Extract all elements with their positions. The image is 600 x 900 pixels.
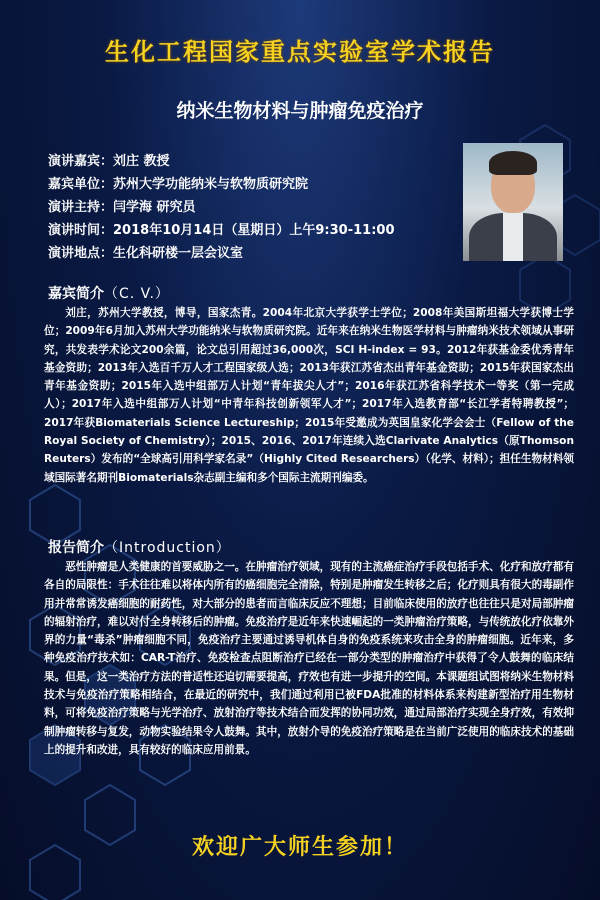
intro-heading-cn: 报告简介 xyxy=(48,540,104,556)
info-label: 嘉宾单位： xyxy=(48,177,114,192)
info-value: 闫学海 研究员 xyxy=(113,200,196,215)
info-value: 生化科研楼一层会议室 xyxy=(113,246,244,261)
talk-info-list xyxy=(48,150,448,265)
bio-heading-en: （C. V.） xyxy=(104,286,170,302)
info-time xyxy=(48,219,448,242)
info-location xyxy=(48,242,448,265)
welcome-footer: 欢迎广大师生参加！ xyxy=(191,835,408,860)
bio-heading-cn: 嘉宾简介 xyxy=(48,286,104,302)
intro-text: 恶性肿瘤是人类健康的首要威胁之一。在肿瘤治疗领域，现有的主流癌症治疗手段包括手术、化疗和放疗都有各自的局限性：手术往往难以将体内所有的癌细胞完全清除，特别是肿瘤发生转移之后；化疗则具有很大的毒副作用并常常诱发癌细胞的耐药性，对大部分的患者而言临床反应不理想；目前临床使用的放疗也往往只是对局部肿瘤的辐射治疗，难以对付全身转移后的肿瘤。免疫治疗是近年来快速崛起的一类肿瘤治疗策略，与传统放化疗依靠外界的力量“毒杀”肿瘤细胞不同，免疫治疗主要通过诱导机体自身的免疫系统来攻击全身的肿瘤细胞。近年来，多种免疫治疗技术如：CAR-T治疗、免疫检查点阻断治疗已经在一部分类型的肿瘤治疗中获得了令人鼓舞的临床结果。但是，这一类治疗方法的普适性还迫切需要提高，疗效也有进一步提升的空间。本课题组试图将纳米生物材料技术与免疫治疗策略相结合，在最近的研究中，我们通过利用已被FDA批准的材料体系来构建新型治疗用生物材料，可将免疫治疗策略与光学治疗、放射治疗等技术结合而发挥的协同功效，通过局部治疗实现全身疗效，有效抑制肿瘤转移与复发，动物实验结果令人鼓舞。其中，放射介导的免疫治疗策略是在当前广泛使用的临床技术的基础上的提升和改进，具有较好的临床应用前景。 xyxy=(44,561,574,756)
info-host xyxy=(48,196,448,219)
intro-heading-en: （Introduction） xyxy=(104,540,231,556)
speaker-photo xyxy=(463,143,563,261)
info-label: 演讲主持： xyxy=(48,200,114,215)
info-value: 苏州大学功能纳米与软物质研究院 xyxy=(113,177,309,192)
info-value: 2018年10月14日（星期日）上午9:30-11:00 xyxy=(113,223,395,238)
info-affiliation xyxy=(48,173,448,196)
info-value: 刘庄 教授 xyxy=(113,154,170,169)
intro-heading xyxy=(48,537,231,557)
info-label: 演讲时间： xyxy=(48,223,114,238)
lab-report-title: 生化工程国家重点实验室学术报告 xyxy=(105,38,495,66)
info-label: 演讲地点： xyxy=(48,246,114,261)
bio-heading xyxy=(48,283,170,303)
info-label: 演讲嘉宾： xyxy=(48,154,114,169)
talk-title: 纳米生物材料与肿瘤免疫治疗 xyxy=(176,100,424,122)
info-speaker xyxy=(48,150,448,173)
bio-text: 刘庄，苏州大学教授，博导，国家杰青。2004年北京大学获学士学位；2008年美国斯坦福大学获博士学位；2009年6月加入苏州大学功能纳米与软物质研究院。近年来在纳米生物医学材料与肿瘤纳米技术领域从事研究，共发表学术论文200余篇，论文总引用超过36,000次，SCI H-index = 93。2012年获基金委优秀青年基金资助；2013年入选百千万人才工程国家级人选；2013年获江苏省杰出青年基金资助；2015年获国家杰出青年基金资助；2015年入选中组部万人计划“青年拔尖人才”；2016年获江苏省科学技术一等奖（第一完成人）；2017年入选中组部万人计划“中青年科技创新领军人才”；2017年入选教育部“长江学者特聘教授”；2017年获Biomaterials Science Lectureship；2015年受邀成为英国皇家化学会会士（Fellow of the Royal Society of Chemistry）；2015、2016、2017年连续入选Clarivate Analytics（原Thomson Reuters）发布的“全球高引用科学家名录”（Highly Cited Researchers）（化学、材料）；担任生物材料领域国际著名期刊Biomaterials杂志副主编和多个国际主流期刊编委。 xyxy=(44,307,574,484)
